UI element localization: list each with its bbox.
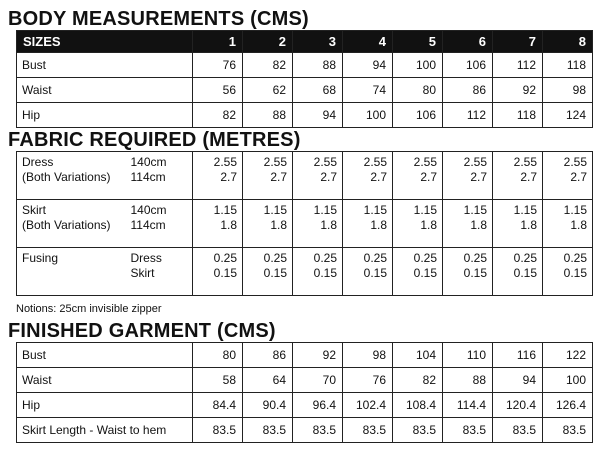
row-label-line2: (Both Variations) [22,218,111,232]
fabric-value-line1: 0.25 [463,251,487,265]
measurement-cell: 114.4 [443,393,493,418]
fabric-value-line1: 1.15 [463,203,487,217]
row-sublabel [125,248,193,296]
measurement-cell: 80 [393,78,443,103]
fabric-cell [243,248,293,296]
fabric-value-line2: 1.8 [570,218,587,232]
sublabel-line2: 114cm [130,218,166,232]
measurement-cell: 106 [443,53,493,78]
fabric-cell [343,152,393,200]
measurement-cell: 94 [493,368,543,393]
sublabel-line2: 114cm [130,170,166,184]
size-chart-page [8,8,592,443]
fabric-value-line2: 2.7 [420,170,437,184]
measurement-cell: 84.4 [193,393,243,418]
measurement-cell: 110 [443,343,493,368]
table-row [17,343,593,368]
size-header: 2 [243,31,293,53]
table-row [17,248,593,296]
size-header: 7 [493,31,543,53]
fabric-cell [343,248,393,296]
measurement-cell: 83.5 [193,418,243,443]
measurement-cell: 124 [543,103,593,128]
fabric-value-line1: 0.25 [363,251,387,265]
fabric-value-line1: 1.15 [313,203,337,217]
fabric-cell [193,200,243,248]
fabric-value-line2: 2.7 [270,170,287,184]
row-sublabel [125,200,193,248]
fabric-value-line2: 0.15 [363,266,387,280]
measurement-cell: 126.4 [543,393,593,418]
measurement-cell: 74 [343,78,393,103]
measurement-cell: 112 [493,53,543,78]
row-label: Waist [17,368,193,393]
measurement-cell: 88 [443,368,493,393]
row-sublabel [125,152,193,200]
table-row [17,393,593,418]
fabric-value-line2: 2.7 [320,170,337,184]
sizes-header-label: SIZES [17,31,193,53]
measurement-cell: 90.4 [243,393,293,418]
row-label [17,152,125,200]
fabric-cell [393,248,443,296]
body-measurements-title: BODY MEASUREMENTS (CMS) [8,8,309,30]
fabric-value-line2: 1.8 [220,218,237,232]
table-row [17,78,593,103]
fabric-cell [393,152,443,200]
fabric-value-line1: 2.55 [363,155,387,169]
fabric-cell [443,200,493,248]
fabric-cell [493,152,543,200]
fabric-value-line1: 1.15 [363,203,387,217]
measurement-cell: 120.4 [493,393,543,418]
fabric-value-line1: 1.15 [563,203,587,217]
fabric-value-line2: 0.15 [563,266,587,280]
fabric-value-line1: 2.55 [563,155,587,169]
measurement-cell: 62 [243,78,293,103]
row-label [17,200,125,248]
fabric-cell [193,248,243,296]
fabric-value-line2: 1.8 [420,218,437,232]
measurement-cell: 83.5 [393,418,443,443]
measurement-cell: 83.5 [293,418,343,443]
sublabel-line2: Skirt [130,266,155,280]
measurement-cell: 83.5 [443,418,493,443]
fabric-cell [343,200,393,248]
measurement-cell: 102.4 [343,393,393,418]
notions-note: Notions: 25cm invisible zipper [16,303,162,315]
measurement-cell: 83.5 [543,418,593,443]
table-row [17,200,593,248]
fabric-value-line2: 0.15 [463,266,487,280]
row-label-line1: Fusing [22,251,59,265]
fabric-value-line2: 1.8 [370,218,387,232]
fabric-cell [293,248,343,296]
measurement-cell: 58 [193,368,243,393]
row-label: Bust [17,53,193,78]
size-header: 3 [293,31,343,53]
measurement-cell: 94 [343,53,393,78]
fabric-value-line1: 0.25 [263,251,287,265]
size-header: 1 [193,31,243,53]
table-row [17,103,593,128]
fabric-value-line2: 2.7 [370,170,387,184]
measurement-cell: 88 [293,53,343,78]
row-label: Hip [17,393,193,418]
fabric-cell [493,248,543,296]
measurement-cell: 82 [243,53,293,78]
fabric-value-line1: 2.55 [413,155,437,169]
sublabel-line1: Dress [130,251,162,265]
size-header: 5 [393,31,443,53]
fabric-value-line2: 0.15 [313,266,337,280]
measurement-cell: 106 [393,103,443,128]
measurement-cell: 104 [393,343,443,368]
fabric-value-line2: 2.7 [220,170,237,184]
fabric-cell [293,200,343,248]
fabric-value-line2: 0.15 [413,266,437,280]
fabric-value-line1: 2.55 [513,155,537,169]
fabric-value-line1: 1.15 [413,203,437,217]
measurement-cell: 80 [193,343,243,368]
row-label [17,248,125,296]
table-row [17,53,593,78]
fabric-value-line1: 0.25 [413,251,437,265]
measurement-cell: 118 [543,53,593,78]
row-label: Waist [17,78,193,103]
body-measurements-table [16,30,593,128]
measurement-cell: 76 [343,368,393,393]
measurement-cell: 70 [293,368,343,393]
fabric-value-line2: 1.8 [270,218,287,232]
measurement-cell: 86 [443,78,493,103]
fabric-cell [243,200,293,248]
measurement-cell: 83.5 [493,418,543,443]
size-header: 6 [443,31,493,53]
fabric-value-line1: 1.15 [263,203,287,217]
fabric-value-line1: 0.25 [513,251,537,265]
fabric-value-line1: 1.15 [513,203,537,217]
finished-garment-title: FINISHED GARMENT (CMS) [8,320,276,342]
fabric-value-line1: 0.25 [563,251,587,265]
fabric-value-line1: 1.15 [213,203,237,217]
table-row [17,368,593,393]
row-label: Skirt Length - Waist to hem [17,418,193,443]
measurement-cell: 68 [293,78,343,103]
measurement-cell: 116 [493,343,543,368]
fabric-value-line1: 2.55 [263,155,287,169]
finished-garment-table [16,342,593,443]
fabric-value-line1: 2.55 [213,155,237,169]
measurement-cell: 98 [543,78,593,103]
fabric-value-line2: 1.8 [320,218,337,232]
fabric-value-line1: 2.55 [313,155,337,169]
fabric-cell [543,248,593,296]
measurement-cell: 64 [243,368,293,393]
fabric-cell [293,152,343,200]
measurement-cell: 100 [343,103,393,128]
measurement-cell: 83.5 [243,418,293,443]
measurement-cell: 122 [543,343,593,368]
measurement-cell: 94 [293,103,343,128]
row-label-line1: Skirt [22,203,46,217]
fabric-value-line1: 2.55 [463,155,487,169]
measurement-cell: 98 [343,343,393,368]
fabric-value-line2: 2.7 [520,170,537,184]
sizes-header-row [17,31,593,53]
fabric-value-line2: 0.15 [513,266,537,280]
measurement-cell: 76 [193,53,243,78]
measurement-cell: 56 [193,78,243,103]
measurement-cell: 88 [243,103,293,128]
fabric-required-table [16,151,593,296]
measurement-cell: 96.4 [293,393,343,418]
fabric-cell [443,248,493,296]
row-label-line2: (Both Variations) [22,170,111,184]
table-row [17,152,593,200]
table-row [17,418,593,443]
measurement-cell: 108.4 [393,393,443,418]
fabric-cell [243,152,293,200]
fabric-cell [543,200,593,248]
fabric-cell [193,152,243,200]
fabric-cell [393,200,443,248]
measurement-cell: 112 [443,103,493,128]
fabric-value-line2: 0.15 [263,266,287,280]
fabric-required-title: FABRIC REQUIRED (METRES) [8,129,301,151]
measurement-cell: 92 [493,78,543,103]
measurement-cell: 82 [393,368,443,393]
row-label-line1: Dress [22,155,54,169]
fabric-value-line2: 1.8 [470,218,487,232]
measurement-cell: 100 [393,53,443,78]
fabric-value-line2: 2.7 [570,170,587,184]
fabric-cell [493,200,543,248]
sublabel-line1: 140cm [130,155,167,169]
sublabel-line1: 140cm [130,203,167,217]
fabric-value-line1: 0.25 [213,251,237,265]
fabric-value-line2: 1.8 [520,218,537,232]
fabric-cell [443,152,493,200]
size-header: 8 [543,31,593,53]
fabric-value-line1: 0.25 [313,251,337,265]
measurement-cell: 100 [543,368,593,393]
fabric-value-line2: 0.15 [213,266,237,280]
measurement-cell: 118 [493,103,543,128]
size-header: 4 [343,31,393,53]
row-label: Bust [17,343,193,368]
row-label: Hip [17,103,193,128]
measurement-cell: 82 [193,103,243,128]
fabric-cell [543,152,593,200]
fabric-value-line2: 2.7 [470,170,487,184]
measurement-cell: 83.5 [343,418,393,443]
measurement-cell: 86 [243,343,293,368]
measurement-cell: 92 [293,343,343,368]
